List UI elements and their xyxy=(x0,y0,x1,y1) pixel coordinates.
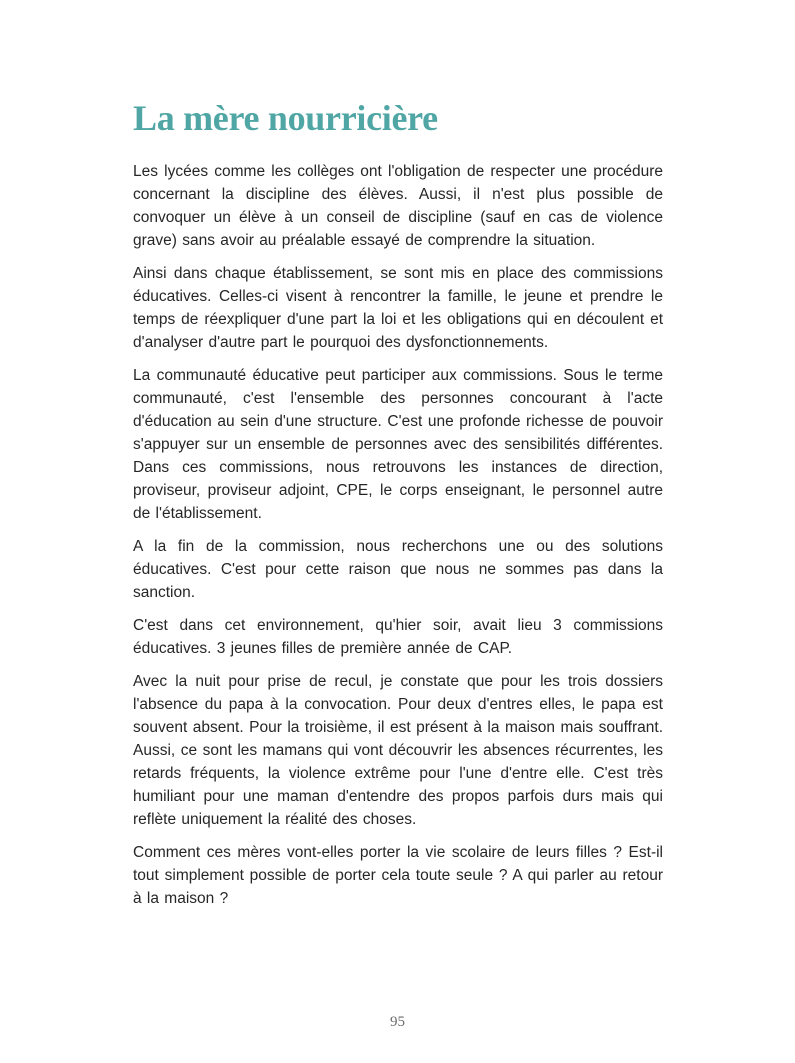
paragraph: A la fin de la commission, nous recherchons une ou des solutions éducatives. C'est pour cette raison que nous ne sommes pas dans la sanction. xyxy=(133,538,663,601)
paragraph: Comment ces mères vont-elles porter la vie scolaire de leurs filles ? Est-il tout simplement possible de porter cela toute seule ? A qui parler au retour à la maison ? xyxy=(133,844,663,907)
page-title: La mère nourricière xyxy=(133,98,438,138)
paragraph: Les lycées comme les collèges ont l'obligation de respecter une procédure concernant la discipline des élèves. Aussi, il n'est plus possible de convoquer un élève à un conseil de discipline (sauf en cas de violence grave) sans avoir au préalable essayé de comprendre la situation. xyxy=(133,163,663,249)
paragraph: Avec la nuit pour prise de recul, je constate que pour les trois dossiers l'absence du papa à la convocation. Pour deux d'entres elles, le papa est souvent absent. Pour la troisième, il est présent à la maison mais souffrant. Aussi, ce sont les mamans qui vont découvrir les absences récurrentes, les retards fréquents, la violence extrême pour l'une d'entre elle. C'est très humiliant pour une maman d'entendre des propos parfois durs mais qui reflète uniquement la réalité des choses. xyxy=(133,673,663,828)
paragraph: C'est dans cet environnement, qu'hier soir, avait lieu 3 commissions éducatives. 3 jeunes filles de première année de CAP. xyxy=(133,617,663,657)
text-column xyxy=(133,0,663,920)
paragraph: Ainsi dans chaque établissement, se sont mis en place des commissions éducatives. Celles-ci visent à rencontrer la famille, le jeune et prendre le temps de réexpliquer d'une part la loi et les obligations qui en découlent et d'analyser d'autre part le pourquoi des dysfonctionnements. xyxy=(133,265,663,351)
page-number: 95 xyxy=(390,1014,405,1030)
paragraph: La communauté éducative peut participer aux commissions. Sous le terme communauté, c'est l'ensemble des personnes concourant à l'acte d'éducation au sein d'une structure. C'est une profonde richesse de pouvoir s'appuyer sur un ensemble de personnes avec des sensibilités différentes. Dans ces commissions, nous retrouvons les instances de direction, proviseur, proviseur adjoint, CPE, le corps enseignant, le personnel autre de l'établissement. xyxy=(133,367,663,522)
